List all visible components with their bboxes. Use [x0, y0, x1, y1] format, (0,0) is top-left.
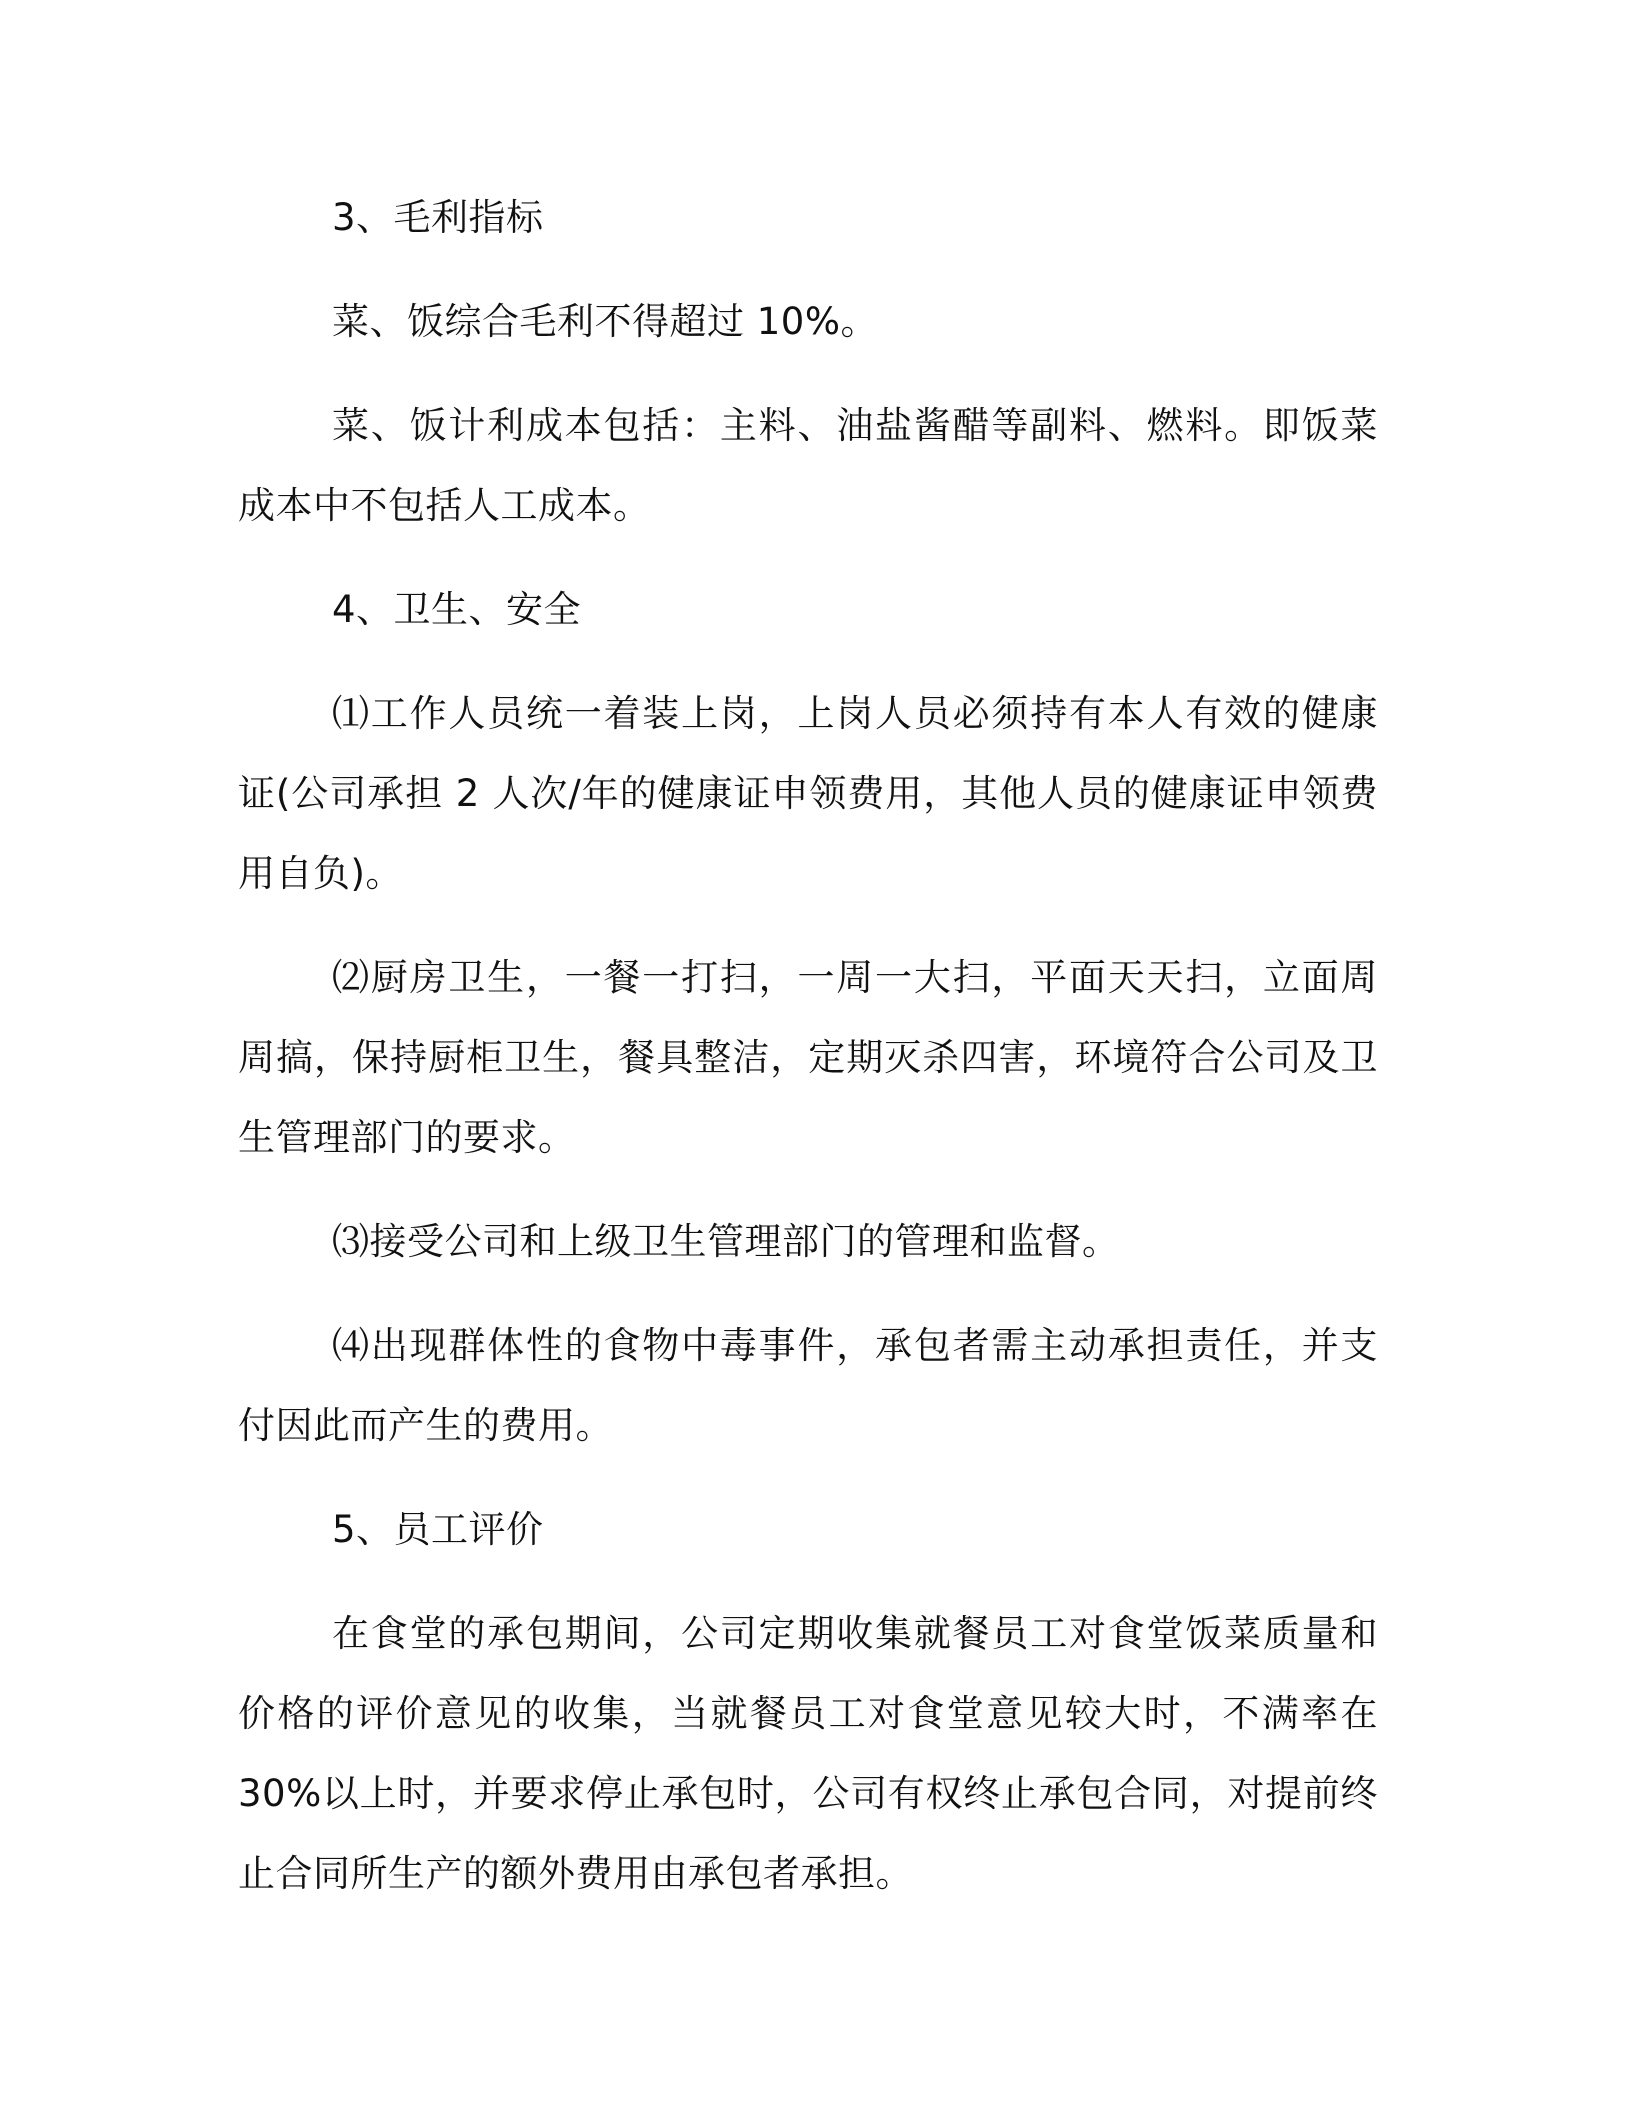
paragraph-item-2-kitchen-hygiene: ⑵厨房卫生，一餐一打扫，一周一大扫，平面天天扫，立面周周搞，保持厨柜卫生，餐具整洁，定期灭杀四害，环境符合公司及卫生管理部门的要求。	[238, 956, 1378, 1159]
section-heading-gross-margin: 3、毛利指标	[332, 196, 544, 239]
paragraph-margin-limit: 菜、饭综合毛利不得超过 10%。	[332, 300, 878, 343]
section-heading-hygiene-safety: 4、卫生、安全	[332, 588, 582, 631]
document-body	[238, 178, 1378, 1914]
paragraph-evaluation-terms: 在食堂的承包期间，公司定期收集就餐员工对食堂饭菜质量和价格的评价意见的收集，当就餐员工对食堂意见较大时，不满率在 30%以上时，并要求停止承包时，公司有权终止承包合同，对提前终止合同所生产的额外费用由承包者承担。	[238, 1612, 1378, 1895]
paragraph-item-1-health-certificate: ⑴工作人员统一着装上岗，上岗人员必须持有本人有效的健康证(公司承担 2 人次/年的健康证申领费用，其他人员的健康证申领费用自负)。	[238, 692, 1378, 895]
paragraph-cost-composition: 菜、饭计利成本包括：主料、油盐酱醋等副料、燃料。即饭菜成本中不包括人工成本。	[238, 404, 1378, 527]
paragraph-item-3-supervision: ⑶接受公司和上级卫生管理部门的管理和监督。	[332, 1220, 1120, 1263]
paragraph-item-4-food-poisoning: ⑷出现群体性的食物中毒事件，承包者需主动承担责任，并支付因此而产生的费用。	[238, 1324, 1378, 1447]
section-heading-employee-evaluation: 5、员工评价	[332, 1508, 544, 1551]
